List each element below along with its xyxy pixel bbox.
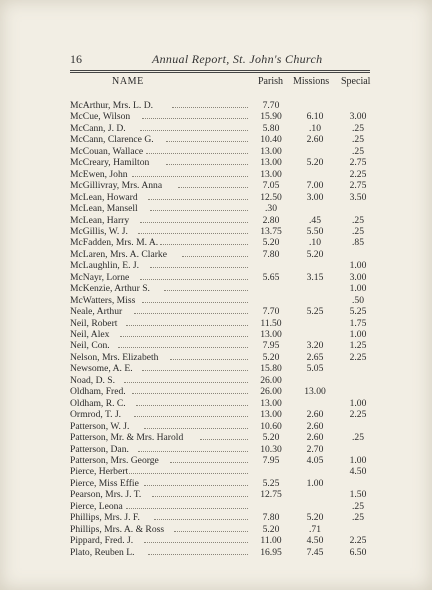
leader-dots (160, 244, 248, 245)
table-row (0, 226, 432, 237)
special-amount: 1.00 (349, 329, 367, 340)
special-amount: 3.00 (349, 111, 367, 123)
contributor-name: McFadden, Mrs. M. A. (70, 237, 159, 249)
table-row (0, 146, 432, 157)
leader-dots (142, 370, 248, 371)
special-amount: 2.75 (349, 157, 367, 169)
leader-dots (146, 153, 248, 154)
table-row (0, 466, 432, 477)
missions-amount: 1.00 (306, 477, 324, 489)
table-row (0, 455, 432, 466)
special-amount: 2.25 (349, 168, 367, 180)
leader-dots (154, 519, 248, 520)
missions-amount: 4.50 (306, 535, 324, 547)
leader-dots (138, 451, 248, 452)
special-amount: 3.00 (349, 271, 367, 283)
contributor-name: McNayr, Lorne (70, 271, 130, 283)
parish-amount: 7.05 (262, 180, 280, 192)
leader-dots (150, 267, 248, 268)
parish-amount: 5.20 (262, 351, 280, 363)
leader-dots (200, 439, 248, 440)
missions-amount: .10 (309, 122, 321, 134)
table-row (0, 306, 432, 317)
missions-amount: 5.05 (306, 363, 324, 375)
leader-dots (140, 222, 248, 223)
parish-amount: 7.95 (262, 340, 280, 352)
contributor-name: McEwen, John (70, 168, 128, 180)
parish-amount: 26.00 (260, 374, 282, 386)
leader-dots (172, 107, 248, 108)
missions-amount: 4.05 (306, 454, 324, 466)
contributor-name: Patterson, Mr. & Mrs. Harold (70, 432, 184, 444)
special-amount: .25 (352, 225, 364, 237)
parish-amount: 11.50 (260, 317, 282, 329)
leader-dots (124, 382, 248, 383)
special-amount: 4.50 (349, 466, 367, 478)
contributor-name: McLaughlin, E. J. (70, 260, 140, 272)
parish-amount: 13.00 (260, 329, 282, 340)
leader-dots (182, 256, 248, 257)
contributor-name: McCann, Clarence G. (70, 134, 154, 146)
leader-dots (142, 302, 248, 303)
leader-dots (134, 416, 248, 417)
leader-dots (174, 531, 248, 532)
parish-amount: 11.00 (260, 535, 282, 547)
special-amount: .85 (352, 237, 364, 249)
parish-amount: 5.20 (262, 523, 280, 535)
parish-amount: 13.00 (260, 157, 282, 169)
column-header-missions: Missions (293, 76, 330, 87)
leader-dots (148, 554, 248, 555)
leader-dots (138, 233, 248, 234)
parish-amount: 13.75 (260, 225, 282, 237)
special-amount: 1.00 (349, 260, 367, 272)
table-row (0, 249, 432, 260)
missions-amount: 7.45 (306, 546, 324, 558)
leader-dots (166, 141, 248, 142)
leader-dots (170, 359, 248, 360)
contributor-name: Pierce, Miss Effie (70, 477, 139, 489)
leader-dots (164, 290, 248, 291)
table-row (0, 340, 432, 351)
table-row (0, 260, 432, 271)
parish-amount: 13.00 (260, 168, 282, 180)
missions-amount: 5.25 (306, 306, 324, 318)
contributor-name: Ormrod, T. J. (70, 409, 122, 421)
parish-amount: 5.25 (262, 477, 280, 489)
contributor-name: McLean, Harry (70, 214, 130, 226)
table-row (0, 444, 432, 455)
parish-amount: 10.60 (260, 420, 282, 432)
special-amount: 3.50 (349, 191, 367, 203)
leader-dots (144, 428, 248, 429)
parish-amount: 7.95 (262, 454, 280, 466)
contributor-name: Phillips, Mrs. J. F. (70, 512, 140, 524)
special-amount: .25 (352, 500, 364, 512)
special-amount: 5.25 (349, 306, 367, 318)
column-header-special: Special (341, 76, 371, 87)
contributor-name: Phillips, Mrs. A. & Ross (70, 523, 165, 535)
parish-amount: 26.00 (260, 386, 282, 398)
table-row (0, 329, 432, 340)
table-row (0, 524, 432, 535)
leader-dots (140, 279, 248, 280)
contributor-name: Nelson, Mrs. Elizabeth (70, 351, 159, 363)
contributor-name: McLean, Mansell (70, 203, 138, 215)
special-amount: .25 (352, 134, 364, 146)
contributor-name: Patterson, W. J. (70, 420, 130, 432)
leader-dots (142, 118, 248, 119)
special-amount: 1.00 (349, 454, 367, 466)
missions-amount: 3.00 (306, 191, 324, 203)
parish-amount: 7.70 (262, 100, 280, 111)
contributor-name: McArthur, Mrs. L. D. (70, 100, 154, 111)
contributor-name: Noad, D. S. (70, 374, 116, 386)
table-row (0, 409, 432, 420)
parish-amount: 15.90 (260, 111, 282, 123)
special-amount: 2.25 (349, 351, 367, 363)
leader-dots (148, 199, 248, 200)
special-amount: .25 (352, 432, 364, 444)
table-row (0, 512, 432, 523)
contributor-name: Neil, Con. (70, 340, 110, 352)
table-row (0, 363, 432, 374)
table-row (0, 547, 432, 558)
special-amount: 2.75 (349, 180, 367, 192)
missions-amount: 5.20 (306, 248, 324, 260)
leader-dots (166, 164, 248, 165)
parish-amount: 10.40 (260, 134, 282, 146)
table-row (0, 375, 432, 386)
contributor-name: McLaren, Mrs. A. Clarke (70, 248, 167, 260)
special-amount: .25 (352, 145, 364, 157)
contributor-name: Oldham, R. C. (70, 397, 126, 409)
leader-dots (140, 130, 248, 131)
contributor-name: Newsome, A. E. (70, 363, 133, 375)
parish-amount: 5.80 (262, 122, 280, 134)
table-row (0, 157, 432, 168)
table-row (0, 421, 432, 432)
contributor-name: Oldham, Fred. (70, 386, 126, 398)
parish-amount: 5.20 (262, 432, 280, 444)
special-amount: .25 (352, 512, 364, 524)
special-amount: .25 (352, 214, 364, 226)
table-row (0, 203, 432, 214)
leader-dots (126, 473, 248, 474)
parish-amount: 12.50 (260, 191, 282, 203)
table-row (0, 272, 432, 283)
parish-amount: 5.20 (262, 237, 280, 249)
table-row (0, 169, 432, 180)
missions-amount: 3.20 (306, 340, 324, 352)
missions-amount: 6.10 (306, 111, 324, 123)
table-row (0, 180, 432, 191)
contributor-name: McCue, Wilson (70, 111, 131, 123)
table-row (0, 100, 432, 111)
parish-amount: 2.80 (262, 214, 280, 226)
table-row (0, 295, 432, 306)
contributor-name: McCouan, Wallace (70, 145, 144, 157)
table-row (0, 111, 432, 122)
special-amount: 2.25 (349, 535, 367, 547)
special-amount: .50 (352, 294, 364, 306)
parish-amount: 12.75 (260, 489, 282, 501)
missions-amount: .45 (309, 214, 321, 226)
contributor-name: McGillivray, Mrs. Anna (70, 180, 163, 192)
column-header-parish: Parish (258, 76, 283, 87)
contributor-name: Neil, Alex (70, 329, 110, 340)
column-header-name: NAME (112, 76, 144, 87)
table-row (0, 535, 432, 546)
leader-dots (120, 336, 248, 337)
contributor-name: McGillis, W. J. (70, 225, 128, 237)
missions-amount: .10 (309, 237, 321, 249)
parish-amount: 13.00 (260, 409, 282, 421)
missions-amount: 5.50 (306, 225, 324, 237)
special-amount: 1.75 (349, 317, 367, 329)
missions-amount: 2.60 (306, 134, 324, 146)
special-amount: 1.00 (349, 283, 367, 295)
parish-amount: 7.70 (262, 306, 280, 318)
leader-dots (170, 462, 248, 463)
table-row (0, 398, 432, 409)
table-row (0, 352, 432, 363)
special-amount: 2.25 (349, 409, 367, 421)
missions-amount: 2.60 (306, 432, 324, 444)
contributor-name: Plato, Reuben L. (70, 546, 135, 558)
contributor-name: Patterson, Mrs. George (70, 454, 159, 466)
table-row (0, 237, 432, 248)
table-row (0, 318, 432, 329)
parish-amount: .30 (265, 203, 277, 215)
table-row (0, 478, 432, 489)
leader-dots (132, 393, 248, 394)
leader-dots (126, 325, 248, 326)
leader-dots (134, 313, 248, 314)
missions-amount: 2.60 (306, 420, 324, 432)
leader-dots (118, 347, 248, 348)
contributor-name: McCreary, Hamilton (70, 157, 150, 169)
table-row (0, 123, 432, 134)
missions-amount: 2.60 (306, 409, 324, 421)
missions-amount: 13.00 (304, 386, 326, 398)
missions-amount: 7.00 (306, 180, 324, 192)
parish-amount: 13.00 (260, 397, 282, 409)
special-amount: 6.50 (349, 546, 367, 558)
leader-dots (152, 496, 248, 497)
parish-amount: 15.80 (260, 363, 282, 375)
contributor-name: Pierce, Leona (70, 500, 123, 512)
contributor-name: McLean, Howard (70, 191, 138, 203)
table-row (0, 432, 432, 443)
missions-amount: 5.20 (306, 157, 324, 169)
parish-amount: 16.95 (260, 546, 282, 558)
special-amount: 1.25 (349, 340, 367, 352)
leader-dots (144, 542, 248, 543)
leader-dots (150, 210, 248, 211)
missions-amount: 5.20 (306, 512, 324, 524)
missions-amount: 2.65 (306, 351, 324, 363)
contributor-name: Pearson, Mrs. J. T. (70, 489, 142, 501)
missions-amount: .71 (309, 523, 321, 535)
running-title: Annual Report, St. John's Church (152, 52, 323, 66)
contributor-name: Pierce, Herbert (70, 466, 129, 478)
leader-dots (144, 485, 248, 486)
parish-amount: 13.00 (260, 145, 282, 157)
special-amount: 1.00 (349, 397, 367, 409)
contributor-name: Neil, Robert (70, 317, 118, 329)
header-rule (70, 72, 370, 73)
parish-amount: 10.30 (260, 443, 282, 455)
contributor-name: Patterson, Dan. (70, 443, 129, 455)
special-amount: .25 (352, 122, 364, 134)
table-row (0, 283, 432, 294)
leader-dots (126, 508, 248, 509)
leader-dots (132, 176, 248, 177)
table-row (0, 215, 432, 226)
parish-amount: 5.65 (262, 271, 280, 283)
special-amount: 1.50 (349, 489, 367, 501)
missions-amount: 2.70 (306, 443, 324, 455)
contributor-name: Neale, Arthur (70, 306, 123, 318)
leader-dots (178, 187, 248, 188)
contributor-name: McKenzie, Arthur S. (70, 283, 150, 295)
contributor-name: McWatters, Miss (70, 294, 136, 306)
page-header (70, 52, 370, 68)
page-number: 16 (70, 52, 82, 66)
contributor-name: Pippard, Fred. J. (70, 535, 134, 547)
parish-amount: 7.80 (262, 512, 280, 524)
header-rule (70, 70, 370, 71)
table-row (0, 386, 432, 397)
table-row (0, 489, 432, 500)
parish-amount: 7.80 (262, 248, 280, 260)
leader-dots (136, 405, 248, 406)
table-row (0, 192, 432, 203)
missions-amount: 3.15 (306, 271, 324, 283)
table-row (0, 134, 432, 145)
table-row (0, 501, 432, 512)
contributor-name: McCann, J. D. (70, 122, 126, 134)
